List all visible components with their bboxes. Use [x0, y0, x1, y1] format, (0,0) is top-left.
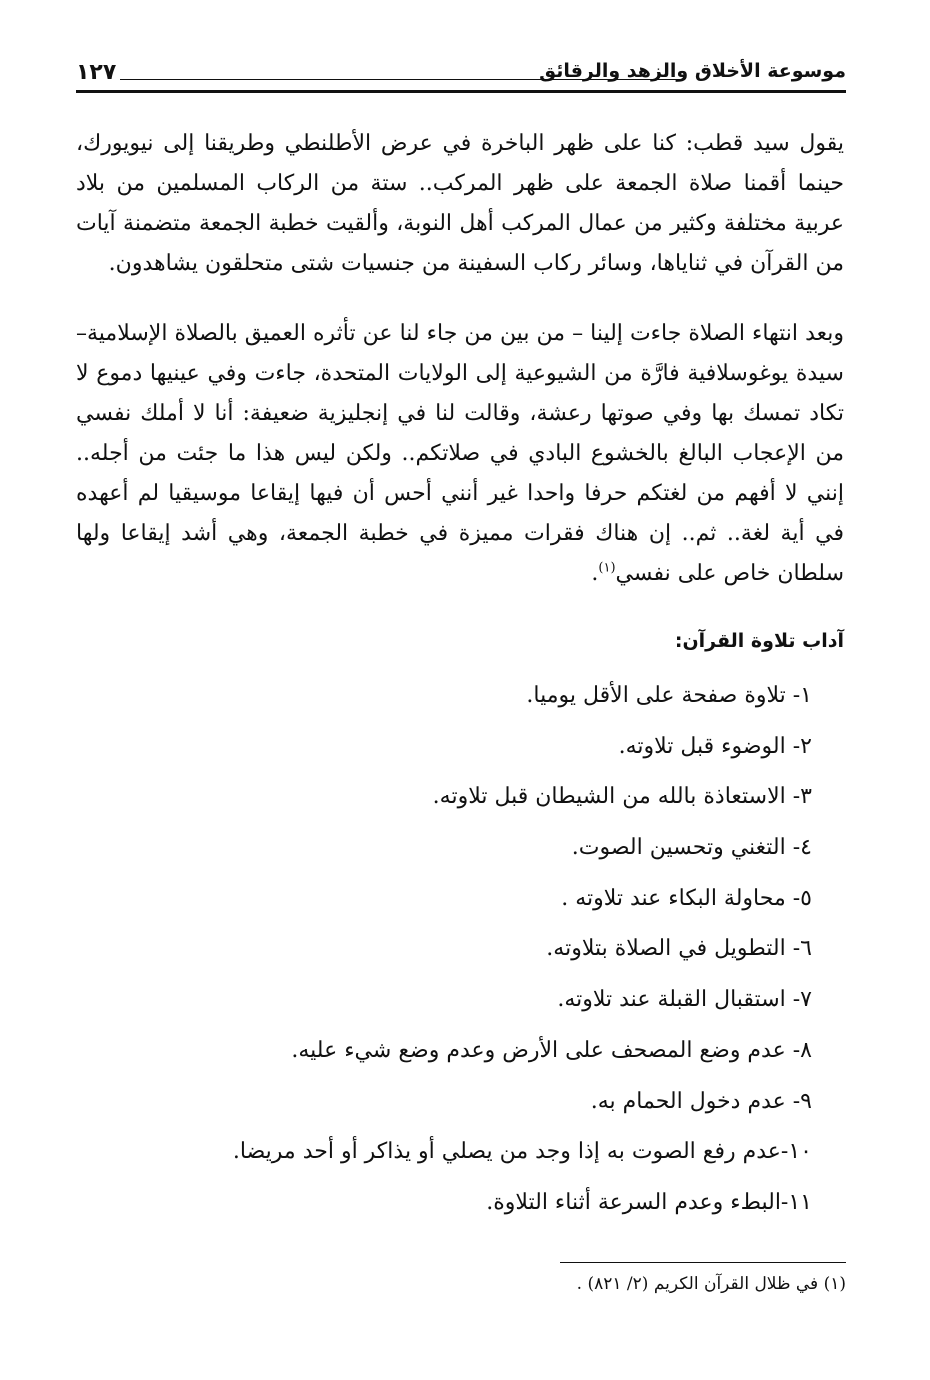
- list-item: ١١-البطء وعدم السرعة أثناء التلاوة.: [486, 1189, 812, 1215]
- footnote-divider: [560, 1262, 846, 1263]
- list-item: ٢- الوضوء قبل تلاوته.: [618, 733, 812, 759]
- list-item: ٤- التغني وتحسين الصوت.: [571, 835, 812, 861]
- list-item: ٧- استقبال القبلة عند تلاوته.: [557, 987, 812, 1013]
- running-title: موسوعة الأخلاق والزهد والرقائق: [539, 60, 846, 82]
- list-item: ٨- عدم وضع المصحف على الأرض وعدم وضع شيء عليه.: [291, 1037, 812, 1063]
- list-item: ١- تلاوة صفحة على الأقل يوميا.: [526, 683, 812, 708]
- list-item: ٥- محاولة البكاء عند تلاوته .: [561, 885, 812, 911]
- section-heading: آداب تلاوة القرآن:: [674, 630, 844, 652]
- footnote-reference: (١): [598, 560, 616, 576]
- paragraph-end: .: [591, 561, 599, 586]
- header-divider: [76, 90, 846, 93]
- paragraph-text: يقول سيد قطب: كنا على ظهر الباخرة في عرض الأطلنطي وطريقنا إلى نيويورك، حينما أقمنا صلاة الجمعة على ظهر المركب.. ستة من الركاب المسلمين من بلاد عربية مختلفة وكثير من عمال المركب أهل النوبة، وألقيت خطبة الجمعة متضمنة آيات من القرآن في ثناياها، وسائر ركاب السفينة من جنسيات شتى متحلقون يشاهدون.: [76, 131, 844, 276]
- list-item: ٣- الاستعاذة بالله من الشيطان قبل تلاوته.: [432, 784, 812, 810]
- recitation-etiquette-list: [112, 676, 812, 1234]
- header-divider-thin: [120, 79, 680, 80]
- list-item: ٦- التطويل في الصلاة بتلاوته.: [546, 936, 812, 962]
- paragraph-sayyid-qutb: [76, 124, 844, 284]
- list-item: ٩- عدم دخول الحمام به.: [590, 1088, 812, 1114]
- paragraph-text: وبعد انتهاء الصلاة جاءت إلينا – من بين من جاء لنا عن تأثره العميق بالصلاة الإسلامية– سيدة يوغوسلافية فارَّة من الشيوعية إلى الولايات المتحدة، جاءت وفي عينيها دموع لا تكاد تمسك بها وفي صوتها رعشة، وقالت لنا في إنجليزية ضعيفة: أنا لا أملك نفسي من الإعجاب البالغ بالخشوع البادي في صلاتكم.. ولكن ليس هذا ما جئت من أجله.. إنني لا أفهم من لغتكم حرفا واحدا غير أنني أحس أن فيها إيقاعا موسيقيا لم أعهده في أية لغة.. ثم.. إن هناك فقرات مميزة في خطبة الجمعة، وهي أشد إيقاعا ولها سلطان خاص على نفسي: [76, 321, 844, 586]
- list-item: ١٠-عدم رفع الصوت به إذا وجد من يصلي أو يذاكر أو أحد مريضا.: [232, 1139, 812, 1165]
- footnote: (١) في ظلال القرآن الكريم (٢/ ٨٢١) .: [576, 1274, 846, 1294]
- page-header: [76, 56, 846, 96]
- page-number: ١٢٧: [76, 60, 117, 85]
- paragraph-yugoslav-woman: [76, 314, 844, 594]
